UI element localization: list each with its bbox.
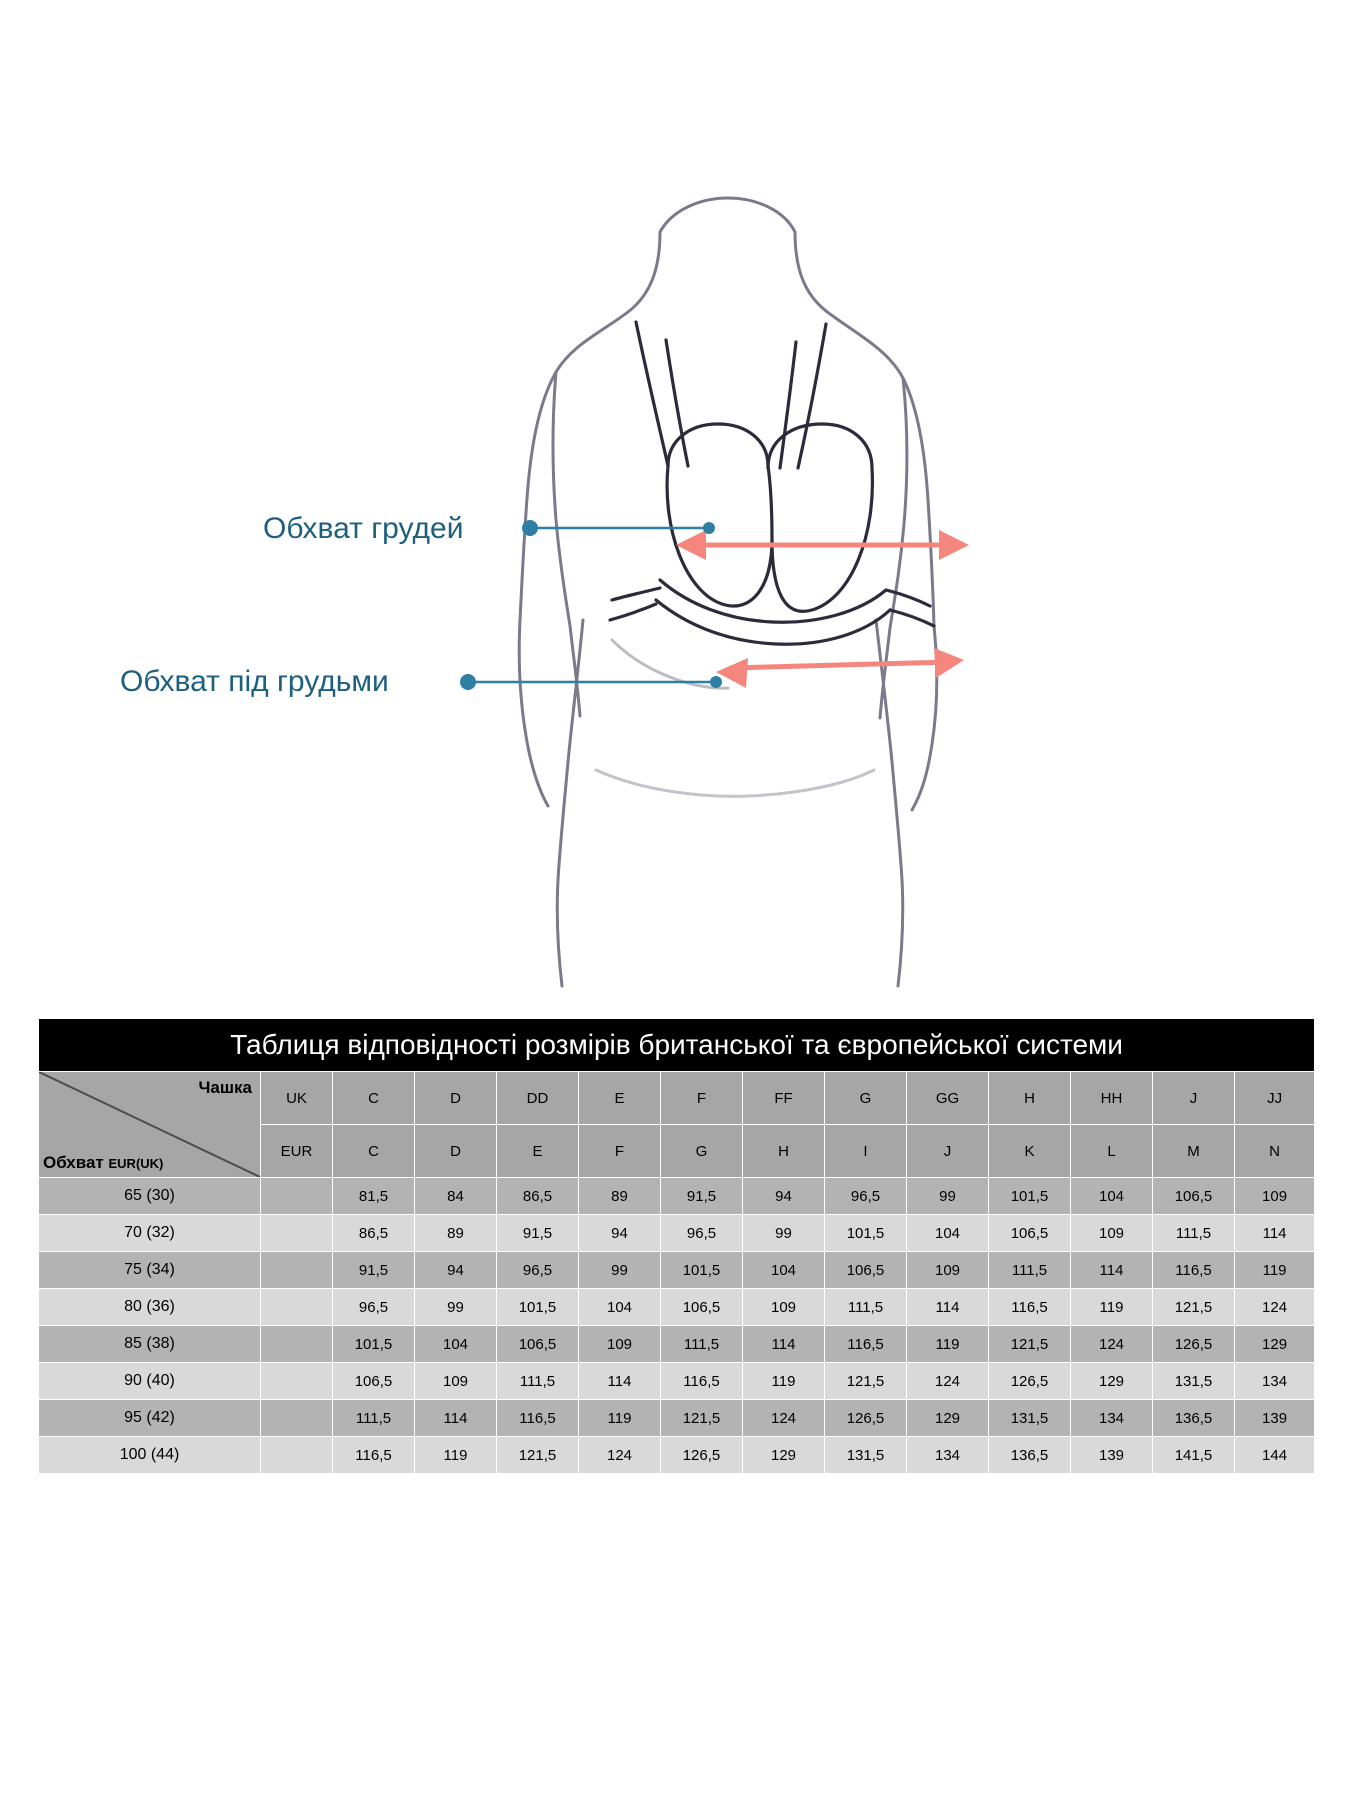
row-label: 75 (34) — [39, 1252, 261, 1289]
cell: 129 — [1235, 1326, 1315, 1363]
cell: 126,5 — [989, 1363, 1071, 1400]
row-label: 85 (38) — [39, 1326, 261, 1363]
size-chart-table — [38, 1018, 1315, 1474]
eur-cup-11: M — [1153, 1125, 1235, 1178]
cell: 129 — [907, 1400, 989, 1437]
cell: 104 — [743, 1252, 825, 1289]
row-label: 90 (40) — [39, 1363, 261, 1400]
cell: 119 — [907, 1326, 989, 1363]
cell: 126,5 — [661, 1437, 743, 1474]
uk-cup-8: GG — [907, 1072, 989, 1125]
cell — [261, 1437, 333, 1474]
corner-cup-label: Чашка — [198, 1078, 252, 1097]
cell: 91,5 — [497, 1215, 579, 1252]
cell: 94 — [743, 1178, 825, 1215]
table-row — [39, 1363, 1315, 1400]
cell: 131,5 — [825, 1437, 907, 1474]
cell: 111,5 — [825, 1289, 907, 1326]
cell: 114 — [1235, 1215, 1315, 1252]
cell — [261, 1178, 333, 1215]
cell: 124 — [579, 1437, 661, 1474]
cell: 109 — [1235, 1178, 1315, 1215]
eur-cup-1: C — [333, 1125, 415, 1178]
eur-cup-2: D — [415, 1125, 497, 1178]
bra-outline — [610, 322, 934, 644]
cell: 116,5 — [661, 1363, 743, 1400]
cell: 116,5 — [989, 1289, 1071, 1326]
cell: 109 — [415, 1363, 497, 1400]
cell: 109 — [907, 1252, 989, 1289]
row-label: 65 (30) — [39, 1178, 261, 1215]
cell: 114 — [907, 1289, 989, 1326]
cell: 134 — [1071, 1400, 1153, 1437]
cell: 106,5 — [825, 1252, 907, 1289]
cell: 119 — [1071, 1289, 1153, 1326]
cell: 89 — [415, 1215, 497, 1252]
cell: 101,5 — [497, 1289, 579, 1326]
cell: 116,5 — [333, 1437, 415, 1474]
cell: 109 — [743, 1289, 825, 1326]
cell: 96,5 — [497, 1252, 579, 1289]
cell: 86,5 — [497, 1178, 579, 1215]
cell: 99 — [579, 1252, 661, 1289]
corner-cell — [39, 1072, 261, 1178]
cell — [261, 1215, 333, 1252]
cell: 121,5 — [825, 1363, 907, 1400]
cell: 139 — [1235, 1400, 1315, 1437]
cell: 114 — [579, 1363, 661, 1400]
cell: 101,5 — [989, 1178, 1071, 1215]
cell: 136,5 — [1153, 1400, 1235, 1437]
cell: 106,5 — [989, 1215, 1071, 1252]
cell: 121,5 — [661, 1400, 743, 1437]
cell: 134 — [907, 1437, 989, 1474]
cell: 121,5 — [497, 1437, 579, 1474]
size-chart-container — [38, 1018, 1312, 1474]
cell: 104 — [579, 1289, 661, 1326]
cell: 104 — [415, 1326, 497, 1363]
uk-cup-1: C — [333, 1072, 415, 1125]
cell: 99 — [743, 1215, 825, 1252]
cell: 84 — [415, 1178, 497, 1215]
eur-cup-12: N — [1235, 1125, 1315, 1178]
cell: 104 — [907, 1215, 989, 1252]
table-title: Таблиця відповідності розмірів британської та європейської системи — [39, 1019, 1315, 1072]
row-label: 80 (36) — [39, 1289, 261, 1326]
cell: 91,5 — [333, 1252, 415, 1289]
cell: 124 — [1235, 1289, 1315, 1326]
table-row — [39, 1289, 1315, 1326]
cell: 111,5 — [989, 1252, 1071, 1289]
cell: 131,5 — [1153, 1363, 1235, 1400]
label-bust-circumference: Обхват грудей — [263, 512, 464, 545]
cell: 124 — [743, 1400, 825, 1437]
cell: 144 — [1235, 1437, 1315, 1474]
cell: 89 — [579, 1178, 661, 1215]
cell — [261, 1400, 333, 1437]
uk-cup-12: JJ — [1235, 1072, 1315, 1125]
label-underbust-circumference: Обхват під грудьми — [120, 665, 389, 698]
cell: 124 — [907, 1363, 989, 1400]
cell: 104 — [1071, 1178, 1153, 1215]
cell: 114 — [1071, 1252, 1153, 1289]
cell: 141,5 — [1153, 1437, 1235, 1474]
system-label-eur: EUR — [261, 1125, 333, 1178]
cell: 111,5 — [333, 1400, 415, 1437]
cell: 121,5 — [1153, 1289, 1235, 1326]
cell: 99 — [415, 1289, 497, 1326]
cell: 101,5 — [333, 1326, 415, 1363]
cell: 119 — [579, 1400, 661, 1437]
cell: 111,5 — [497, 1363, 579, 1400]
eur-cup-9: K — [989, 1125, 1071, 1178]
eur-cup-7: I — [825, 1125, 907, 1178]
system-label-uk: UK — [261, 1072, 333, 1125]
uk-cup-4: E — [579, 1072, 661, 1125]
cell — [261, 1326, 333, 1363]
underbust-arrow — [716, 648, 964, 688]
table-row — [39, 1178, 1315, 1215]
cell: 106,5 — [661, 1289, 743, 1326]
uk-cup-6: FF — [743, 1072, 825, 1125]
cell: 81,5 — [333, 1178, 415, 1215]
cell: 111,5 — [661, 1326, 743, 1363]
cell: 116,5 — [497, 1400, 579, 1437]
row-label: 100 (44) — [39, 1437, 261, 1474]
table-title-row — [39, 1019, 1315, 1072]
eur-cup-10: L — [1071, 1125, 1153, 1178]
cell: 101,5 — [661, 1252, 743, 1289]
cell: 96,5 — [333, 1289, 415, 1326]
cell — [261, 1363, 333, 1400]
cell: 121,5 — [989, 1326, 1071, 1363]
cell: 99 — [907, 1178, 989, 1215]
cell: 101,5 — [825, 1215, 907, 1252]
row-label: 70 (32) — [39, 1215, 261, 1252]
cell: 134 — [1235, 1363, 1315, 1400]
uk-cup-9: H — [989, 1072, 1071, 1125]
table-row — [39, 1400, 1315, 1437]
cell: 91,5 — [661, 1178, 743, 1215]
cell: 116,5 — [825, 1326, 907, 1363]
header-row-uk — [39, 1072, 1315, 1125]
cell: 124 — [1071, 1326, 1153, 1363]
cell: 116,5 — [1153, 1252, 1235, 1289]
row-label: 95 (42) — [39, 1400, 261, 1437]
cell — [261, 1289, 333, 1326]
cell: 129 — [743, 1437, 825, 1474]
cell: 109 — [579, 1326, 661, 1363]
uk-cup-11: J — [1153, 1072, 1235, 1125]
cell: 96,5 — [661, 1215, 743, 1252]
table-row — [39, 1252, 1315, 1289]
cell: 111,5 — [1153, 1215, 1235, 1252]
cell: 119 — [743, 1363, 825, 1400]
eur-cup-4: F — [579, 1125, 661, 1178]
cell: 119 — [415, 1437, 497, 1474]
cell: 106,5 — [333, 1363, 415, 1400]
uk-cup-7: G — [825, 1072, 907, 1125]
table-row — [39, 1437, 1315, 1474]
cell: 109 — [1071, 1215, 1153, 1252]
cell: 126,5 — [1153, 1326, 1235, 1363]
uk-cup-10: HH — [1071, 1072, 1153, 1125]
table-row — [39, 1215, 1315, 1252]
eur-cup-8: J — [907, 1125, 989, 1178]
cell: 106,5 — [1153, 1178, 1235, 1215]
cell: 94 — [579, 1215, 661, 1252]
cell: 131,5 — [989, 1400, 1071, 1437]
table-row — [39, 1326, 1315, 1363]
uk-cup-5: F — [661, 1072, 743, 1125]
bust-arrow — [676, 530, 969, 560]
uk-cup-3: DD — [497, 1072, 579, 1125]
corner-bust-label: Обхват EUR(UK) — [43, 1153, 164, 1172]
eur-cup-5: G — [661, 1125, 743, 1178]
cell: 96,5 — [825, 1178, 907, 1215]
body-outline — [519, 198, 937, 986]
cell: 139 — [1071, 1437, 1153, 1474]
cell: 114 — [743, 1326, 825, 1363]
cell: 114 — [415, 1400, 497, 1437]
eur-cup-6: H — [743, 1125, 825, 1178]
cell — [261, 1252, 333, 1289]
uk-cup-2: D — [415, 1072, 497, 1125]
cell: 129 — [1071, 1363, 1153, 1400]
cell: 86,5 — [333, 1215, 415, 1252]
cell: 106,5 — [497, 1326, 579, 1363]
cell: 126,5 — [825, 1400, 907, 1437]
eur-cup-3: E — [497, 1125, 579, 1178]
cell: 94 — [415, 1252, 497, 1289]
cell: 136,5 — [989, 1437, 1071, 1474]
cell: 119 — [1235, 1252, 1315, 1289]
